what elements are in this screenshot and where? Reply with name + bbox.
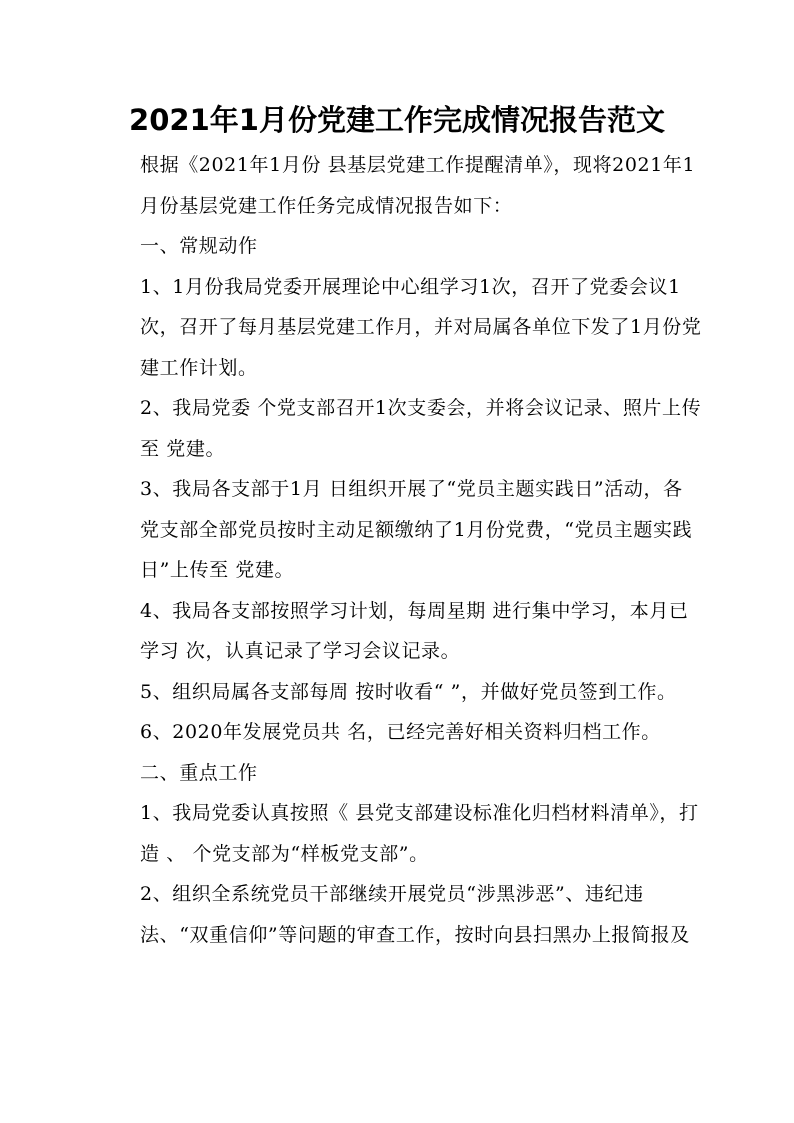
paragraph: 1、我局党委认真按照《 县党支部建设标准化归档材料清单》，打造 、 个党支部为“样板党支部”。 [140,802,699,865]
paragraph: 5、组织局属各支部每周 按时收看“ ”，并做好党员签到工作。 [140,680,677,703]
paragraph: 1、1月份我局党委开展理论中心组学习1次，召开了党委会议1次，召开了每月基层党建工作月，并对局属各单位下发了1月份党建工作计划。 [140,275,702,379]
section-heading-key-work: 二、重点工作 [140,761,258,784]
paragraph: 3、我局各支部于1月 日组织开展了“党员主题实践日”活动，各党支部全部党员按时主动足额缴纳了1月份党费，“党员主题实践日”上传至 党建。 [140,478,693,581]
document-title: 2021年1月份党建工作完成情况报告范文 [129,103,665,137]
paragraph: 4、我局各支部按照学习计划，每周星期 进行集中学习，本月已学习 次，认真记录了学习会议记录。 [140,599,689,662]
intro-paragraph: 根据《2021年1月份 县基层党建工作提醒清单》，现将2021年1月份基层党建工作任务完成情况报告如下： [140,154,696,217]
paragraph: 2、我局党委 个党支部召开1次支委会，并将会议记录、照片上传至 党建。 [140,397,702,460]
paragraph: 2、组织全系统党员干部继续开展党员“涉黑涉恶”、违纪违法、“双重信仰”等问题的审查工作，按时向县扫黑办上报简报及 [140,883,690,946]
section-heading-routine: 一、常规动作 [140,235,258,257]
paragraph: 6、2020年发展党员共 名，已经完善好相关资料归档工作。 [140,721,661,743]
document-body [98,145,702,955]
